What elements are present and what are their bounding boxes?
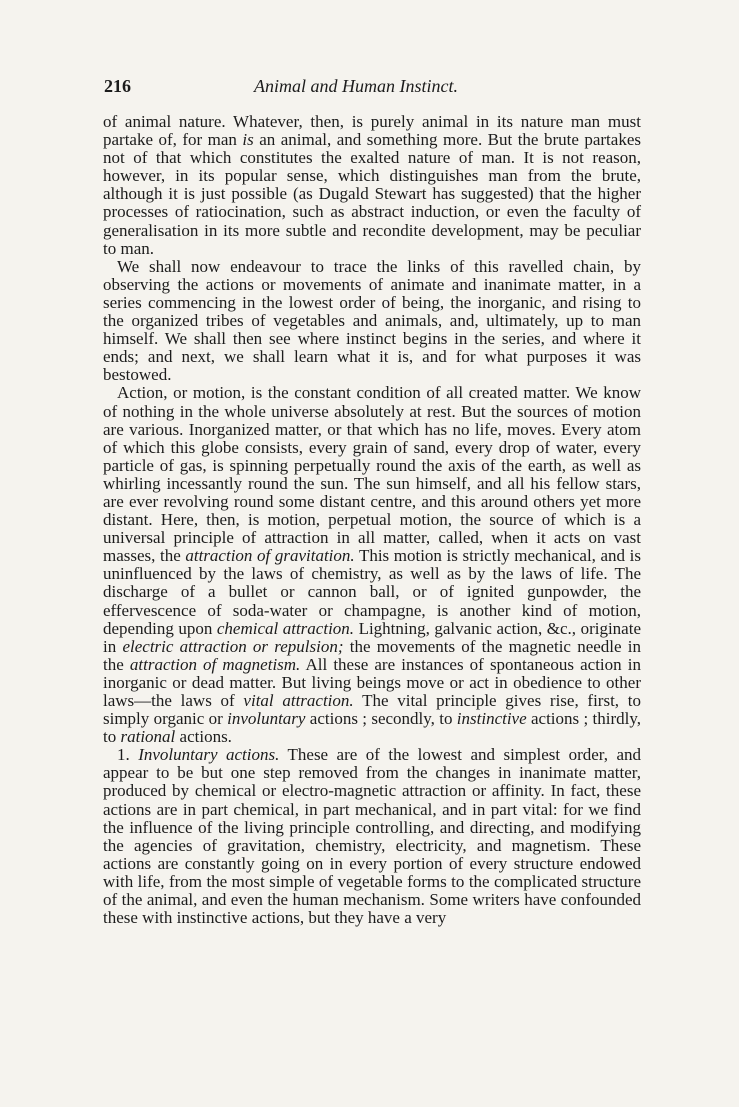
italic-run: chemical attraction. — [216, 618, 355, 638]
text-run: the movements of the magnetic needle in the — [103, 636, 641, 674]
page-number: 216 — [104, 76, 131, 96]
paragraph-2 — [103, 258, 641, 385]
italic-run: attraction of magnetism. — [129, 654, 301, 674]
italic-run: instinctive — [456, 709, 527, 729]
italic-run: involuntary — [227, 709, 306, 729]
italic-run: Involuntary actions. — [138, 745, 280, 765]
text-run: actions. — [175, 727, 232, 747]
text-run: Lightning, galvanic action, &c., originate in — [103, 618, 641, 656]
italic-run: electric attraction or repulsion; — [122, 636, 344, 656]
text-run: These are of the lowest and simplest order, and appear to be but one step removed from the changes in inanimate matter, produced by chemical or electro-magnetic attraction or affinity. In fact, these actions are in part chemical, in part mechanical, and in part vital: for we find the influence of the living principle controlling, and directing, and modifying the agencies of gravitation, chemistry, electricity, and magnetism. These actions are constantly going on in every portion of every structure endowed with life, from the most simple of vegetable forms to the complicated structure of the animal, and even the human mechanism. Some writers have confounded these with instinctive actions, but they have a very — [103, 745, 642, 928]
italic-run: rational — [120, 727, 176, 747]
paragraph-4 — [103, 746, 641, 927]
text-run: of animal nature. Whatever, then, is purely animal in its nature man must partake of, for man — [103, 112, 641, 150]
text-run: actions ; secondly, to — [305, 709, 457, 729]
text-run: We shall now endeavour to trace the links of this ravelled chain, by observing the actions or movements of animate and inanimate matter, in a series commencing in the lowest order of being, the inorganic, and rising to the organized tribes of vegetables and animals, and, ultimately, up to man himself. We shall then see where instinct begins in the series, and where it ends; and next, we shall learn what it is, and for what purposes it was bestowed. — [103, 256, 641, 385]
running-title: Animal and Human Instinct. — [254, 76, 458, 96]
text-run: an animal, and something more. But the brute partakes not of that which constitutes the exalted nature of man. It is not reason, however, in its popular sense, which distinguishes man from the brute, although it is just possible (as Dugald Stewart has suggested) that the higher processes of ratiocination, such as abstract induction, or even the faculty of generalisation in its more subtle and recondite development, may be peculiar to man. — [103, 130, 641, 258]
text-run: Action, or motion, is the constant condition of all created matter. We know of nothing in the whole universe absolutely at rest. But the sources of motion are various. Inorganized matter, or that which has no life, moves. Every atom of which this globe consists, every grain of sand, every drop of water, every particle of gas, is spinning perpetually round the axis of the earth, as well as whirling incessantly round the sun. The sun himself, and all his fellow stars, are ever revolving round some distant centre, and this around others yet more distant. Here, then, is motion, perpetual motion, the source of which is a universal principle of attraction in all matter, called, when it acts on vast masses, the — [103, 383, 641, 566]
text-run: 1. — [117, 745, 139, 765]
text-run: All these are instances of spontaneous action in inorganic or dead matter. But living beings move or act in obedience to other laws—the laws of — [103, 654, 641, 710]
text-run: actions ; thirdly, to — [103, 709, 641, 747]
page-header — [104, 76, 644, 106]
body-text — [103, 113, 641, 927]
paragraph-1 — [103, 113, 641, 258]
italic-run: is — [242, 130, 254, 150]
italic-run: vital attraction. — [243, 691, 354, 710]
text-run: The vital principle gives rise, first, to simply organic or — [103, 691, 641, 729]
paragraph-3 — [103, 384, 641, 746]
italic-run: attraction of gravitation. — [185, 546, 355, 566]
text-run: This motion is strictly mechanical, and is uninfluenced by the laws of chemistry, as well as by the laws of life. The discharge of a bullet or cannon ball, or of ignited gunpowder, the effervescence of soda-water or champagne, is another kind of motion, depending upon — [103, 546, 641, 638]
